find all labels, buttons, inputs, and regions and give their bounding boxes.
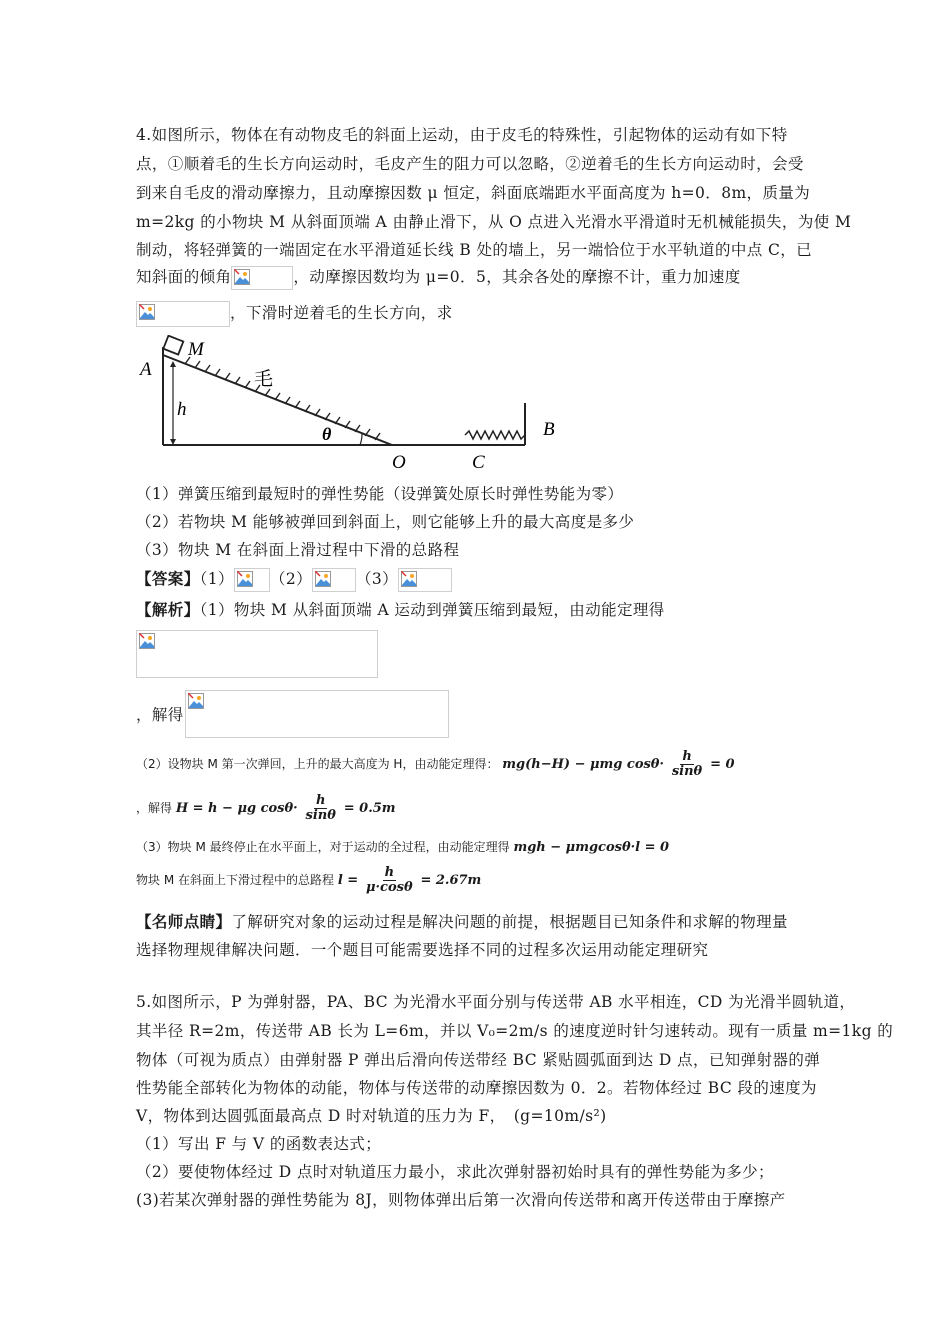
label-c: C [472, 452, 485, 473]
q4-line-6 [136, 266, 741, 290]
step-2b-pre: ，解得 [136, 801, 176, 815]
broken-image-equation-2 [185, 690, 449, 738]
broken-image-icon [188, 693, 204, 709]
step-2-denominator: sinθ [671, 764, 703, 779]
label-o: O [392, 452, 406, 473]
teacher-line-1 [136, 912, 788, 932]
q5-line-5: V，物体到达圆弧面最高点 D 时对轨道的压力为 F， (g=10m/s²) [136, 1107, 607, 1125]
q5-line-3: 物体（可视为质点）由弹射器 P 弹出后滑向传送带经 BC 紧贴圆弧面到达 D 点，已知弹射器的弹 [136, 1051, 821, 1069]
answer-3-label: （3） [355, 570, 399, 588]
q5-line-2: 其半径 R=2m，传送带 AB 长为 L=6m，并以 V₀=2m/s 的速度逆时针匀速转动。现有一质量 m=1kg 的 [136, 1022, 894, 1040]
incline-line [163, 355, 392, 445]
step-3-line [136, 839, 669, 856]
step-2b-fraction [304, 794, 338, 823]
broken-image-equation-2-wrap [185, 690, 449, 738]
broken-image-equation-1 [136, 630, 378, 678]
broken-image-icon [234, 269, 250, 285]
step-4-numerator: h [384, 865, 395, 880]
step-2-eq-left: mg(h−H) − μmg cosθ· [502, 757, 665, 772]
q4-answer-line [136, 568, 452, 592]
broken-image-angle [231, 266, 293, 290]
step-3-text: （3）物块 M 最终停止在水平面上，对于运动的全过程，由动能定理得 [136, 840, 514, 854]
q4-line-7 [136, 301, 453, 327]
teacher-label: 【名师点睛】 [136, 912, 232, 931]
step-2-line [136, 750, 735, 779]
broken-image-answer-2 [312, 568, 356, 592]
q4-sub-2: （2）若物块 M 能够被弹回到斜面上，则它能够上升的最大高度是多少 [136, 513, 635, 531]
height-arrow-top [170, 361, 176, 367]
step-4-fraction [364, 866, 415, 895]
step-4-text: 物块 M 在斜面上下滑过程中的总路程 [136, 873, 338, 887]
q4-line-6b: ，动摩擦因数均为 μ=0．5，其余各处的摩擦不计，重力加速度 [293, 268, 741, 286]
label-m: M [188, 339, 204, 360]
q4-analysis-line [136, 600, 665, 620]
step-2b-left: H = h − μg cosθ· [175, 801, 298, 816]
step-3-eq: mgh − μmgcosθ·l = 0 [513, 840, 670, 855]
step-2b-numerator: h [315, 793, 326, 808]
broken-image-icon [139, 304, 155, 320]
q4-sub-3: （3）物块 M 在斜面上滑过程中下滑的总路程 [136, 541, 460, 559]
q4-sub-1: （1）弹簧压缩到最短时的弹性势能（设弹簧处原长时弹性势能为零） [136, 485, 624, 503]
broken-image-icon [139, 633, 155, 649]
q5-line-4: 性势能全部转化为物体的动能，物体与传送带的动摩擦因数为 0．2。若物体经过 BC 段的速度为 [136, 1079, 817, 1097]
spring [465, 431, 525, 439]
broken-image-icon [237, 571, 253, 587]
answer-2-label: （2） [269, 570, 312, 588]
q4-line-7-text: ，下滑时逆着毛的生长方向，求 [230, 304, 453, 322]
angle-arc [360, 434, 362, 445]
analysis-text: （1）物块 M 从斜面顶端 A 运动到弹簧压缩到最短，由动能定理得 [199, 601, 665, 619]
fur-hatching [185, 357, 380, 440]
label-theta: θ [322, 424, 332, 444]
q4-line-1: 4.如图所示，物体在有动物皮毛的斜面上运动，由于皮毛的特殊性，引起物体的运动有如下特 [136, 126, 788, 144]
teacher-line-2: 选择物理规律解决问题．一个题目可能需要选择不同的过程多次运用动能定理研究 [136, 941, 709, 959]
q5-line-1: 5.如图所示，P 为弹射器，PA、BC 为光滑水平面分别与传送带 AB 水平相连，CD 为光滑半圆轨道， [136, 993, 856, 1011]
answer-1-label: （1） [199, 570, 234, 588]
label-b: B [543, 419, 555, 440]
teacher-text-1: 了解研究对象的运动过程是解决问题的前提，根据题目已知条件和求解的物理量 [231, 913, 788, 931]
solve-line-text: ，解得 [136, 706, 184, 724]
label-h: h [177, 399, 187, 420]
answer-label: 【答案】 [136, 569, 200, 588]
step-2b-line [136, 794, 396, 823]
broken-image-gravity [136, 301, 230, 327]
broken-image-icon [401, 571, 417, 587]
q5-sub-2: （2）要使物体经过 D 点时对轨道压力最小，求此次弹射器初始时具有的弹性势能为多少； [136, 1163, 774, 1181]
step-4-right: = 2.67m [420, 873, 482, 888]
step-2b-right: = 0.5m [343, 801, 396, 816]
broken-image-answer-1 [234, 568, 270, 592]
slope-figure [130, 335, 570, 475]
step-4-denominator: μ·cosθ [366, 880, 413, 895]
q5-sub-3: (3)若某次弹射器的弹性势能为 8J，则物体弹出后第一次滑向传送带和离开传送带由于摩擦产 [136, 1191, 786, 1209]
analysis-label: 【解析】 [136, 600, 200, 619]
q5-sub-1: （1）写出 F 与 V 的函数表达式； [136, 1135, 382, 1153]
label-fur: 毛 [254, 368, 274, 390]
q4-line-6a: 知斜面的倾角 [136, 268, 232, 286]
q4-line-5: 制动，将轻弹簧的一端固定在水平滑道延长线 B 处的墙上，另一端恰位于水平轨道的中点 C，已 [136, 241, 813, 259]
broken-image-icon [315, 571, 331, 587]
step-2b-denominator: sinθ [305, 808, 336, 823]
step-4-left: l = [337, 873, 359, 888]
step-4-line [136, 866, 481, 895]
broken-image-equation-1-wrap [136, 630, 378, 678]
broken-image-answer-3 [398, 568, 452, 592]
block-m [163, 336, 183, 355]
q4-line-3: 到来自毛皮的滑动摩擦力，且动摩擦因数 μ 恒定，斜面底端距水平面高度为 h=0．8m，质量为 [136, 184, 811, 202]
label-a: A [140, 359, 152, 380]
step-2-text: （2）设物块 M 第一次弹回，上升的最大高度为 H，由动能定理得： [136, 757, 499, 771]
q4-line-4: m=2kg 的小物块 M 从斜面顶端 A 由静止滑下，从 O 点进入光滑水平滑道时无机械能损失，为使 M [136, 213, 852, 231]
q4-line-2: 点，①顺着毛的生长方向运动时，毛皮产生的阻力可以忽略，②逆着毛的生长方向运动时，会受 [136, 155, 804, 173]
step-2-fraction [670, 750, 704, 779]
step-2-numerator: h [682, 749, 692, 764]
step-2-eq-right: = 0 [710, 757, 735, 772]
